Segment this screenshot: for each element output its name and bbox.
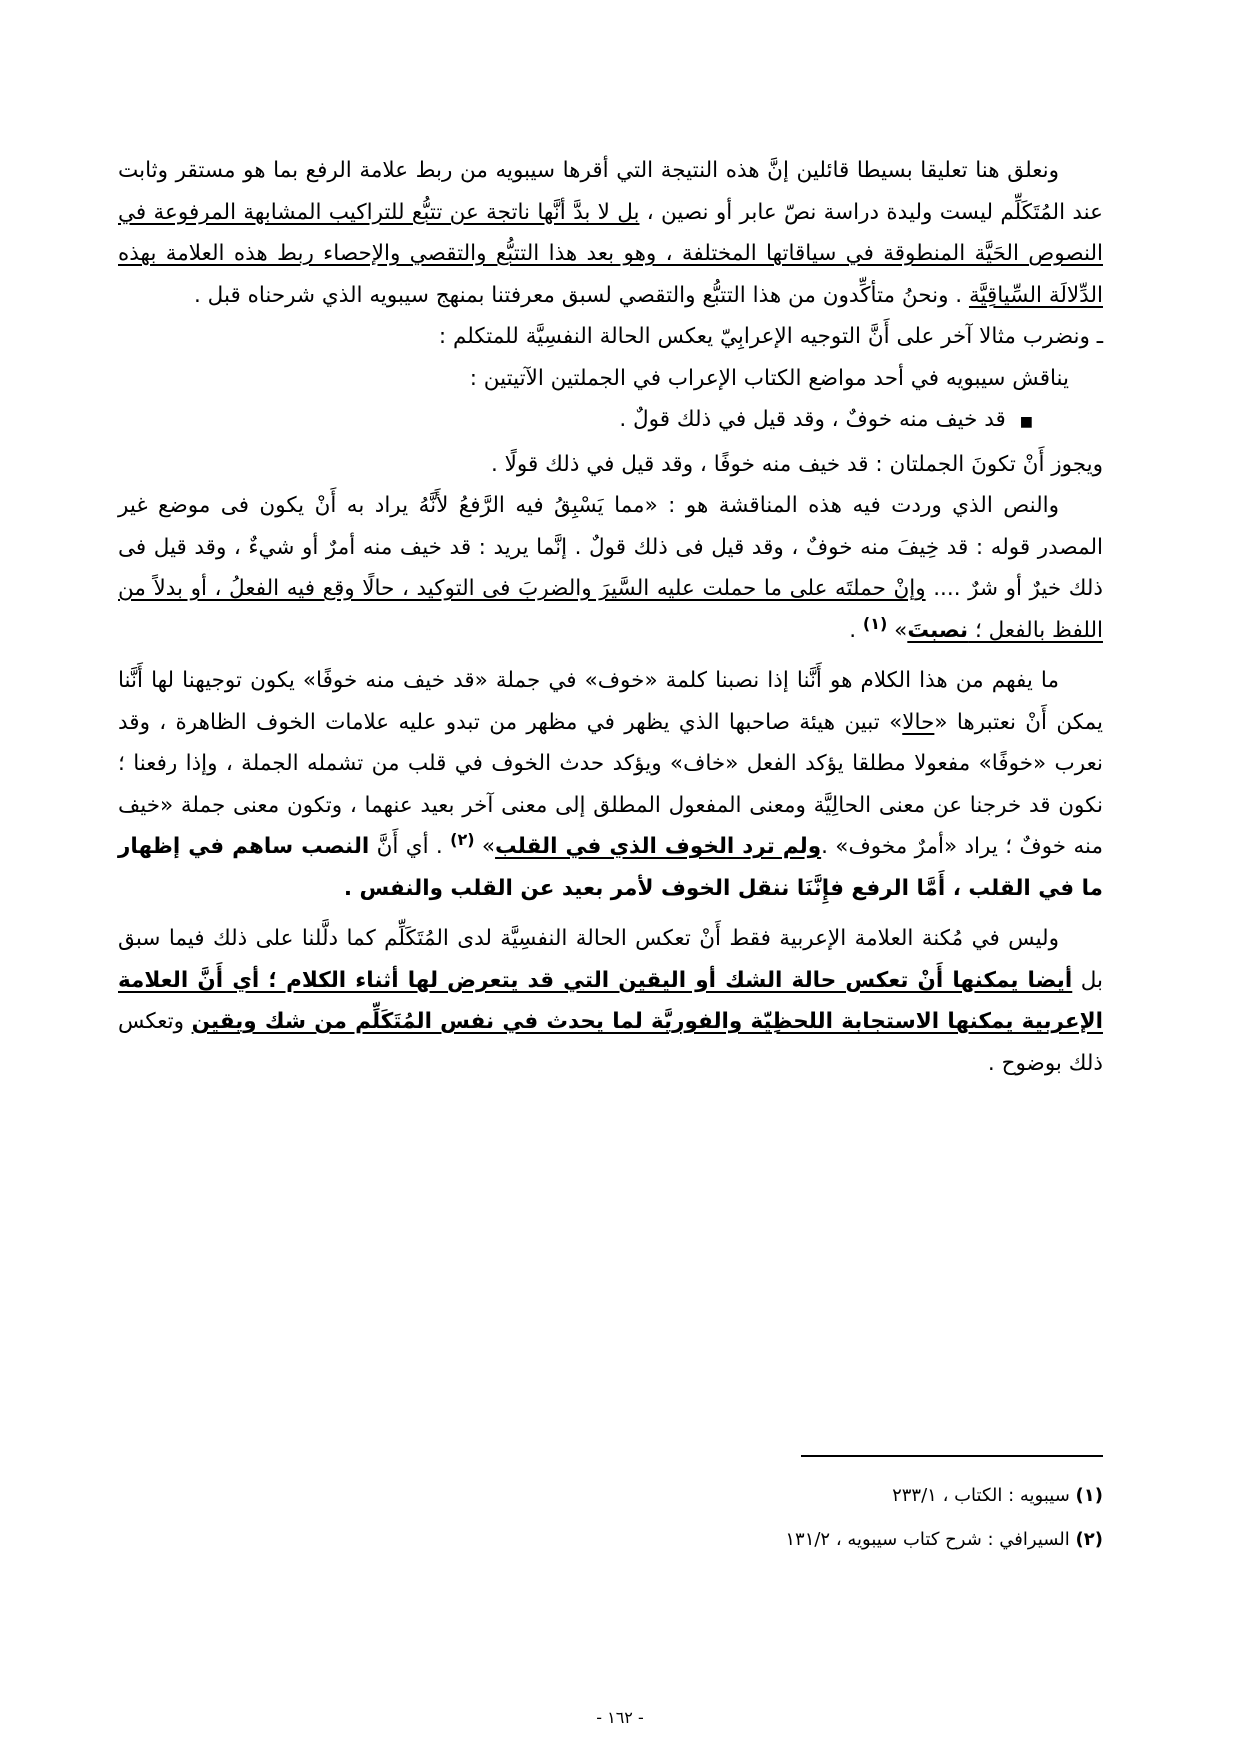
paragraph-3-bold: النصب ساهم في إظهار ما في القلب ، أَمَّا الرفع فإِنَّنَا ننقل الخوف لأمر بعيد عن القلب والنفس .: [118, 834, 1103, 901]
paragraph-1: [118, 150, 1103, 316]
paragraph-2: [118, 485, 1103, 651]
footnote-number: (١): [1075, 1485, 1103, 1506]
paragraph-3-bold-underlined: ولم ترد الخوف الذي في القلب: [495, 834, 822, 859]
footnote-divider: [801, 1455, 1103, 1457]
paragraph-4-end: وتعكس ذلك بوضوح .: [118, 1009, 1103, 1076]
paragraph-3-text-3: . أي أَنَّ: [369, 834, 451, 859]
paragraph-2-bold-underlined: نصبتَ: [907, 617, 969, 643]
allowed-sentences-line: ويجوز أَنْ تكونَ الجملتان : قد خيف منه خوفًا ، وقد قيل في ذلك قولًا .: [491, 451, 1103, 477]
paragraph-2-text: والنص الذي وردت فيه هذه المناقشة هو : «مما يَسْبِقُ فيه الرَّفعُ لأَنَّهُ يراد به أَنْ يكون فى موضع غير المصدر قوله : قد خِيفَ منه خوفٌ ، وقد قيل فى ذلك قولٌ . إنَّما يريد : قد خيف منه أمرٌ أو شيءٌ ، وقد قيل فى ذلك خيرٌ أو شرٌ ....: [118, 493, 1103, 601]
footnote-ref-2[interactable]: (٢): [450, 829, 475, 849]
paragraph-1-underlined: بل لا بدَّ أنَّها ناتجة عن تتبُّع للتراكيب المشابهة المرفوعة في النصوص الحَيَّة المنطوقة في سياقاتها المختلفة ، وهو بعد هذا التتبُّع والتقصي والإحصاء ربط هذه العلامة بهذه الدِّلالَة السِّياقِيَّة: [118, 199, 1103, 308]
square-bullet-icon: ■: [1019, 414, 1033, 430]
paragraph-3-underlined-word: حالا: [902, 709, 935, 735]
paragraph-2-end: .: [849, 617, 863, 643]
example-intro-line: ـ ونضرب مثالا آخر على أَنَّ التوجيه الإعرابِيّ يعكس الحالة النفسِيَّة للمتكلم :: [438, 324, 1103, 349]
paragraph-4: [118, 918, 1103, 1084]
paragraph-3-text: ما يفهم من هذا الكلام هو أَنَّنا إذا نصبنا كلمة «خوف» في جملة «قد خيف منه خوفًا» يكون توجيهنا لها أَنَّنا يمكن أَنْ نعتبرها «: [118, 668, 1104, 735]
footnote-number: (٢): [1075, 1529, 1103, 1550]
footnote-text: السيرافي : شرح كتاب سيبويه ، ١٣١/٢: [785, 1529, 1070, 1550]
footnotes-section: [118, 1455, 1103, 1562]
footnote-2: [118, 1518, 1103, 1562]
discussion-line: يناقش سيبويه في أحد مواضع الكتاب الإعراب في الجملتين الآتيتين :: [469, 365, 1069, 391]
paragraph-3-text-2: » تبين هيئة صاحبها الذي يظهر في مظهر من تبدو عليه علامات الخوف الظاهرة ، وقد نعرب «خوفًا» مفعولا مطلقا يؤكد الفعل «خاف» ويؤكد حدث الخوف في قلب من تشمله الجملة ، وإذا رفعنا ؛ نكون قد خرجنا عن معنى الحالِيَّة ومعنى المفعول المطلق إلى معنى آخر بعيد عنهما ، وتكون معنى جملة «خيف منه خوفٌ ؛ يراد «أمرٌ مخوف» .: [118, 709, 1103, 859]
paragraph-4-text: وليس في مُكنة العلامة الإعربية فقط أَنْ تعكس الحالة النفسِيَّة لدى المُتَكَلِّم كما دلَّلنا على ذلك فيما سبق بل: [118, 926, 1104, 993]
paragraph-4-bold-underlined: أيضا يمكنها أَنْ تعكس حالة الشك أو اليقين التي قد يتعرض لها أثناء الكلام ؛ أي أَنَّ العلامة الإعربية يمكنها الاستجابة اللحظِيّة والفوريَّة لما يحدث في نفس المُتَكَلِّم من شك ويقين: [118, 967, 1103, 1034]
paragraph-3: [118, 660, 1103, 909]
page-number: - ١٦٢ -: [596, 1708, 644, 1727]
footnote-ref-1[interactable]: (١): [862, 613, 888, 633]
footnote-1: [118, 1474, 1103, 1518]
paragraph-1-text: ونعلق هنا تعليقا بسيطا قائلين إنَّ هذه النتيجة التي أقرها سيبويه من ربط علامة الرفع بما هو مستقر وثابت عند المُتَكَلِّم ليست وليدة دراسة نصّ عابر أو نصين ،: [118, 158, 1103, 225]
paragraph-1-end: . ونحنُ متأكِّدون من هذا التتبُّع والتقصي لسبق معرفتنا بمنهج سيبويه الذي شرحناه قبل .: [194, 282, 969, 308]
paragraph-2-underlined: وإنْ حملتَه على ما حملت عليه السَّيرَ والضربَ فى التوكيد ، حالًا وقع فيه الفعلُ ، أو بدلاً من اللفظ بالفعل ؛: [118, 576, 1103, 643]
bullet-item: [118, 399, 1033, 444]
quote-close: »: [894, 617, 908, 643]
page-body: [118, 150, 1103, 1084]
footnote-text: سيبويه : الكتاب ، ٢٣٣/١: [892, 1485, 1070, 1506]
bullet-text: قد خيف منه خوفٌ ، وقد قيل في ذلك قولٌ .: [619, 407, 1006, 432]
quote-close: »: [481, 834, 496, 859]
